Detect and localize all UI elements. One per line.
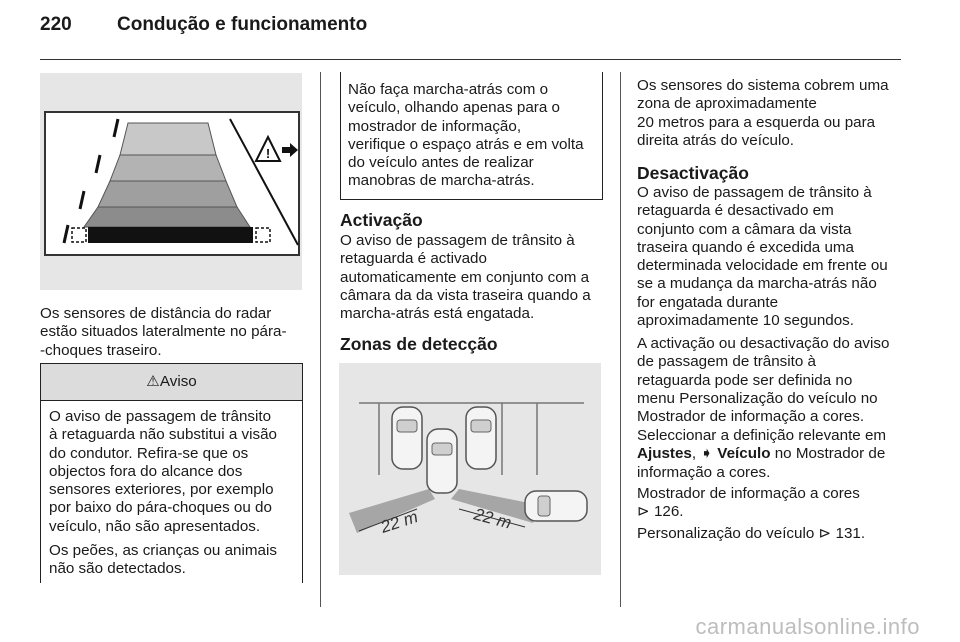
warning-header bbox=[41, 363, 302, 401]
chapter-title: Condução e funcionamento bbox=[117, 14, 368, 35]
ajustes-label: Ajustes bbox=[637, 445, 692, 463]
veiculo-label: Veículo bbox=[717, 445, 771, 463]
watermark: carmanualsonline.info bbox=[695, 614, 920, 639]
sensor-range-paragraph: Os sensores do sistema cobrem uma zona de aproximadamente 20 metros para a esquerda ou para direita atrás do veículo. bbox=[637, 77, 889, 149]
radar-sensor-paragraph: Os sensores de distância do radar estão situados lateralmente no pára- -choques traseiro. bbox=[40, 305, 287, 359]
deactivation-paragraph: O aviso de passagem de trânsito à retaguarda é desactivado em conjunto com a câmara da vista traseira quando é excedida uma determinada velocidade em frente ou se a mudança da marcha-atrás não for engatada durante aproximadamente 10 segundos. bbox=[637, 184, 888, 330]
detection-zones-heading: Zonas de detecção bbox=[340, 334, 498, 354]
page-reference-link[interactable]: 131. bbox=[835, 525, 866, 542]
page-number: 220 bbox=[40, 14, 72, 35]
zone-label-left: 22 m bbox=[378, 507, 421, 537]
warning-title: Aviso bbox=[159, 373, 197, 390]
column-divider-right bbox=[620, 72, 621, 607]
warning-paragraph-2: Os peões, as crianças ou animais não são detectados. bbox=[49, 542, 277, 578]
personalization-paragraph: A activação ou desactivação do aviso de passagem de trânsito à retaguarda pode ser definida no menu Personalização do veículo no Mostrador de informação a cores. bbox=[637, 335, 890, 426]
camera-display-illustration bbox=[40, 73, 302, 290]
reverse-caution-box bbox=[340, 72, 603, 200]
detection-zones-illustration bbox=[339, 363, 601, 575]
warning-triangle-icon: ⚠ bbox=[146, 373, 160, 390]
deactivation-heading: Desactivação bbox=[637, 163, 749, 183]
color-display-reference: Mostrador de informação a cores ⊳ 126. bbox=[637, 485, 860, 521]
warning-box bbox=[40, 363, 303, 583]
page-reference-icon: ⊳ bbox=[818, 525, 832, 542]
page-reference-icon: ⊳ bbox=[637, 503, 650, 521]
vehicle-personalization-reference: Personalização do veículo ⊳ 131. bbox=[637, 525, 866, 542]
warning-paragraph-1: O aviso de passagem de trânsito à retaguarda não substitui a visão do condutor. Refira-se que os objectos fora do alcance dos sensores exteriores, por exemplo por baixo do pára-choques ou do veículo, não são apresentados. bbox=[49, 408, 277, 535]
header-rule bbox=[40, 59, 901, 60]
settings-paragraph: Seleccionar a definição relevante em Ajustes, ➧ Veículo no Mostrador de informação a cores. bbox=[637, 427, 887, 481]
reverse-caution-text: Não faça marcha-atrás com o veículo, olhando apenas para o mostrador de informação, verifique o espaço atrás e em volta do veículo antes de realizar manobras de marcha-atrás. bbox=[348, 81, 584, 190]
activation-heading: Activação bbox=[340, 210, 423, 230]
zone-label-right: 22 m bbox=[471, 504, 514, 533]
menu-arrow-icon: ➧ bbox=[700, 445, 714, 463]
svg-text:!: ! bbox=[265, 146, 271, 161]
page-reference-link[interactable]: 126. bbox=[653, 503, 684, 521]
detection-zones-svg bbox=[339, 363, 601, 575]
camera-display-svg bbox=[40, 73, 302, 290]
column-divider-left bbox=[320, 72, 321, 607]
activation-paragraph: O aviso de passagem de trânsito à retaguarda é activado automaticamente em conjunto com a câmara da da vista traseira quando a marcha-atrás está engatada. bbox=[340, 232, 591, 323]
